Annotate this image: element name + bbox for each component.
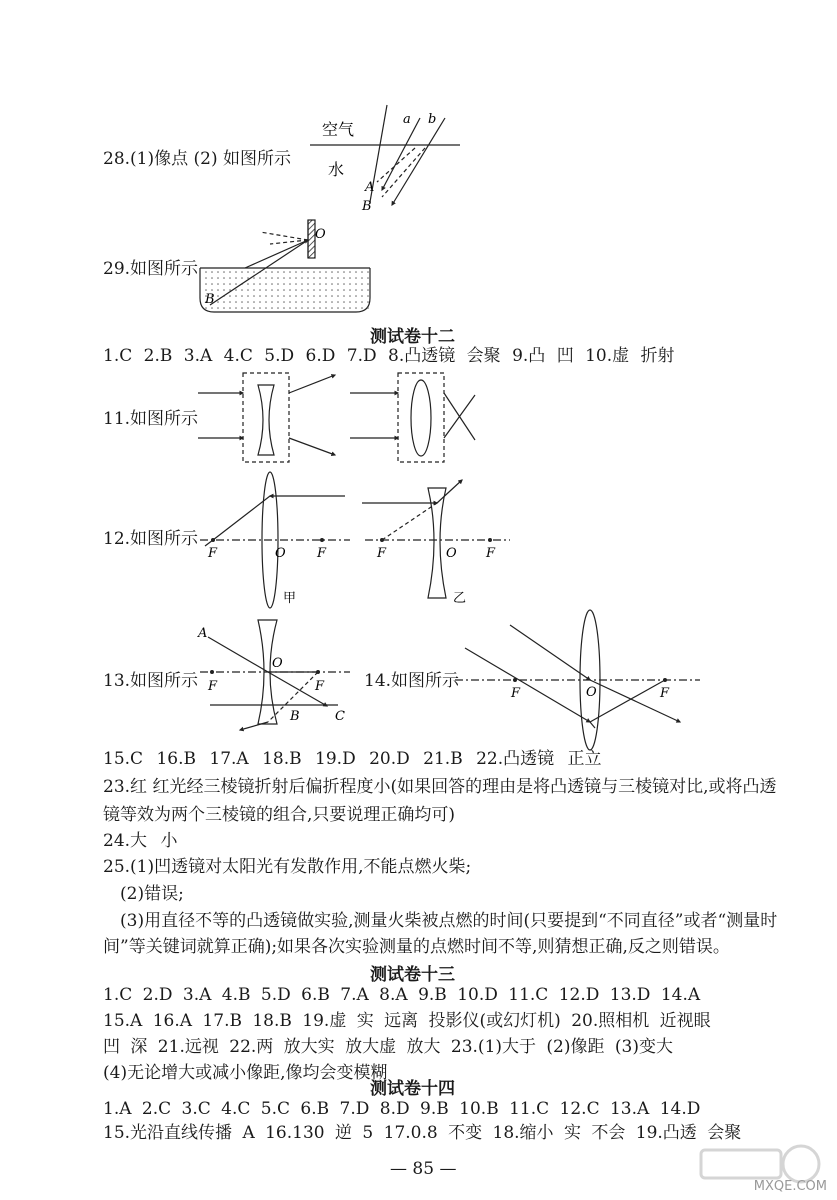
q28-text: 28.(1)像点 (2) 如图所示 [103, 149, 292, 169]
figure-11-convex [350, 373, 475, 462]
label-C-13: C [335, 709, 345, 724]
focus-point [380, 538, 384, 542]
sec12-line1: 1.C 2.B 3.A 4.C 5.D 6.D 7.D 8.凸透镜 会聚 9.凸 凹 10.虚 折射 [103, 346, 675, 366]
watermark-text: MXQE.COM [753, 1179, 827, 1194]
q14-text: 14.如图所示 [364, 671, 460, 691]
focus-point [320, 538, 324, 542]
figure-12-jia [200, 472, 350, 608]
label-F: F [486, 546, 496, 561]
sec13-line2: 15.A 16.A 17.B 18.B 19.虚 实 远离 投影仪(或幻灯机) 20.照相机 近视眼 [103, 1011, 711, 1031]
figure-12-yi [362, 480, 510, 598]
sec12-title: 测试卷十二 [370, 327, 455, 347]
label-air: 空气 [322, 120, 355, 139]
label-A: A [365, 180, 375, 195]
label-yi: 乙 [453, 591, 467, 606]
label-F: F [208, 679, 218, 694]
focus-point [210, 670, 214, 674]
label-B: B [362, 199, 372, 214]
label-O-14: O [586, 685, 597, 700]
sec13-line3: 凹 深 21.远视 22.两 放大实 放大虚 放大 23.(1)大于 (2)像距 (3)变大 [103, 1037, 673, 1057]
focus-point [316, 670, 320, 674]
label-F: F [208, 546, 218, 561]
label-F: F [315, 679, 325, 694]
figure-11-concave [198, 373, 335, 462]
sec13-title: 测试卷十三 [370, 965, 455, 985]
sec14-line1: 1.A 2.C 3.C 4.C 5.C 6.B 7.D 8.D 9.B 10.B 11.C 12.C 13.A 14.D [103, 1099, 701, 1119]
focus-point [211, 538, 215, 542]
q11-text: 11.如图所示 [103, 409, 199, 429]
q25-line2: (2)错误; [120, 884, 184, 904]
sec14-title: 测试卷十四 [370, 1079, 455, 1099]
label-b: b [428, 112, 437, 127]
figure-13-concave [200, 620, 350, 730]
figure-29-tank [200, 220, 370, 312]
label-jia: 甲 [283, 591, 297, 606]
q23-line2: 镜等效为两个三棱镜的组合,只要说理正确均可) [103, 805, 456, 825]
label-water: 水 [328, 160, 345, 179]
label-A-13: A [198, 626, 208, 641]
focus-point [663, 678, 667, 682]
label-B-13: B [290, 709, 300, 724]
label-F: F [317, 546, 327, 561]
label-O: O [275, 546, 286, 561]
q25-line3: (3)用直径不等的凸透镜做实验,测量火柴被点燃的时间(只要提到“不同直径”或者“测量时 [120, 911, 778, 931]
label-F: F [377, 546, 387, 561]
focus-point [488, 538, 492, 542]
label-a: a [403, 112, 411, 127]
label-F: F [660, 686, 670, 701]
q29-text: 29.如图所示 [103, 259, 199, 279]
q25-line1: 25.(1)凹透镜对太阳光有发散作用,不能点燃火柴; [103, 857, 472, 877]
label-O-13: O [272, 656, 283, 671]
label-F: F [511, 686, 521, 701]
sec13-line4: (4)无论增大或减小像距,像均会变模糊 [103, 1063, 388, 1083]
sec12-line2: 15.C 16.B 17.A 18.B 19.D 20.D 21.B 22.凸透镜 正立 [103, 749, 602, 769]
q13-text: 13.如图所示 [103, 671, 199, 691]
q25-line4: 间”等关键词就算正确);如果各次实验测量的点燃时间不等,则猜想正确,反之则错误。 [103, 937, 730, 957]
sec13-line1: 1.C 2.D 3.A 4.B 5.D 6.B 7.A 8.A 9.B 10.D 11.C 12.D 13.D 14.A [103, 985, 701, 1005]
label-O: O [446, 546, 457, 561]
label-B-29: B [205, 292, 215, 307]
label-O-29: O [315, 227, 326, 242]
q23-line1: 23.红 红光经三棱镜折射后偏折程度小(如果回答的理由是将凸透镜与三棱镜对比,或将凸透 [103, 777, 777, 797]
q24-text: 24.大 小 [103, 831, 178, 851]
focus-point [513, 678, 517, 682]
page-number: — 85 — [390, 1159, 457, 1179]
sec14-line2: 15.光沿直线传播 A 16.130 逆 5 17.0.8 不变 18.缩小 实 不会 19.凸透 会聚 [103, 1123, 742, 1143]
q12-text: 12.如图所示 [103, 529, 199, 549]
